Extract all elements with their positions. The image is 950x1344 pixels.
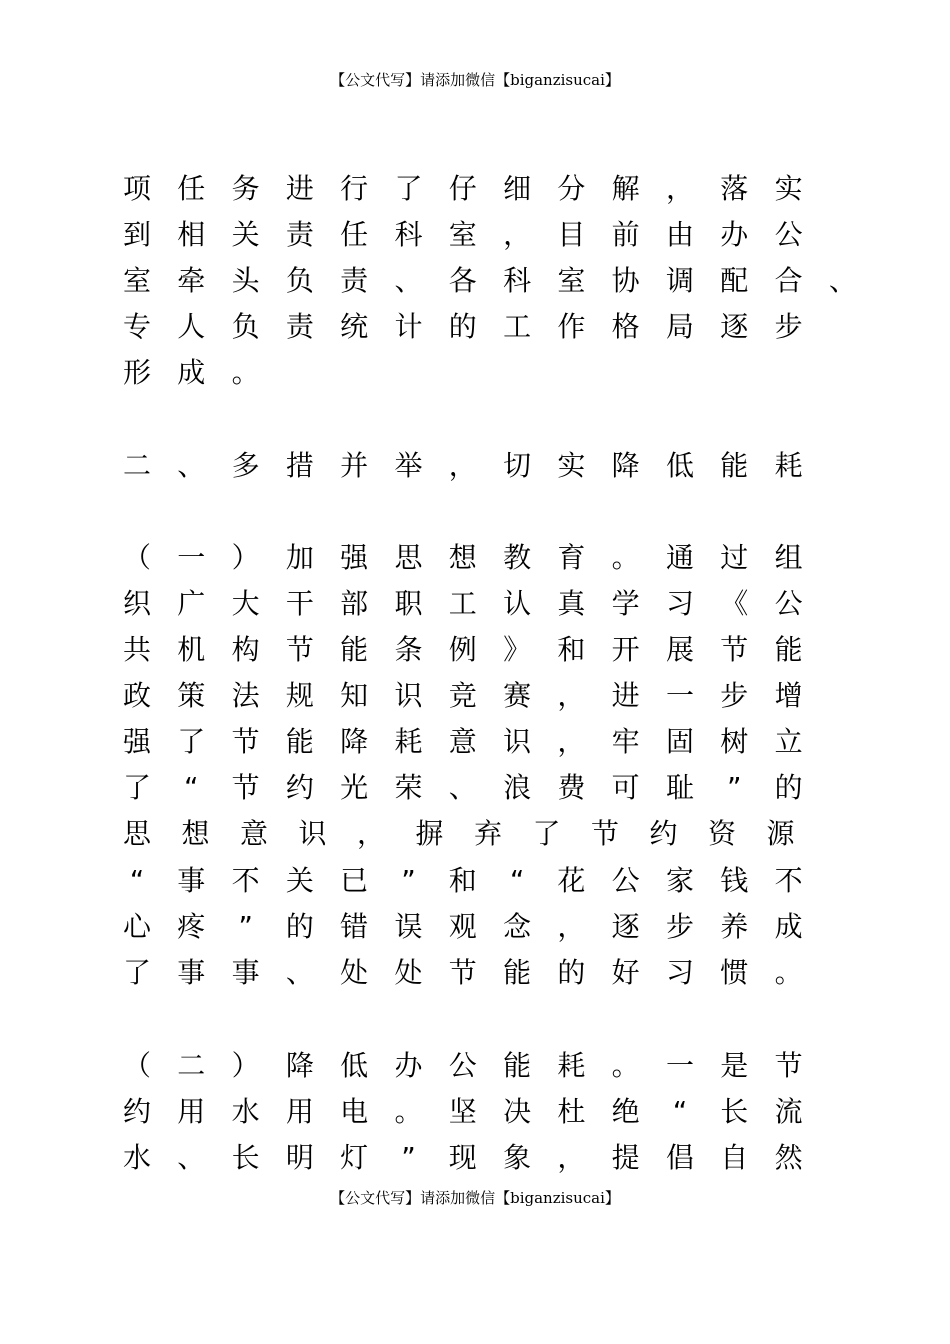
text-char: 作 [557,310,586,343]
text-char: 和 [448,864,477,897]
text-char: 节 [774,1049,803,1082]
text-char: 能 [340,633,369,666]
text-char: 责 [285,310,314,343]
text-char: 用 [177,1095,206,1128]
text-char: 格 [611,310,640,343]
text-char: 钱 [720,864,749,897]
text-char: 关 [231,218,260,251]
text-char: 和 [557,633,586,666]
text-char: 事 [177,956,206,989]
text-char: 工 [503,310,532,343]
text-char: 、 [177,1141,206,1174]
text-char: 二 [177,1049,206,1082]
text-char: 公 [774,218,803,251]
text-char: 室 [122,264,151,297]
text-char: 节 [231,771,260,804]
text-char: 相 [177,218,206,251]
text-char: 成 [774,910,803,943]
text-char: 识 [503,725,532,758]
text-char: 观 [448,910,477,943]
text-char: 逐 [720,310,749,343]
text-char: 成 [177,356,206,389]
text-char: 二 [122,449,151,482]
text-char: “ [129,864,145,897]
text-char: 意 [239,817,268,850]
text-char: 进 [285,172,314,205]
text-char: 能 [774,633,803,666]
text-char: 调 [665,264,694,297]
text-char: 实 [557,449,586,482]
text-char: 节 [231,725,260,758]
text-char: 明 [285,1141,314,1174]
text-char: 处 [394,956,423,989]
text-char: ” [238,910,253,943]
text-char: 进 [611,679,640,712]
text-char: 处 [340,956,369,989]
text-char: 形 [122,356,151,389]
text-char: 牵 [177,264,206,297]
text-char: 任 [177,172,206,205]
text-char: 能 [720,449,749,482]
text-char: 知 [340,679,369,712]
text-char: 资 [707,817,736,850]
text-char: 节 [590,817,619,850]
text-char: 项 [122,172,151,205]
text-char: 公 [448,1049,477,1082]
page-header: 【公文代写】请添加微信【biganzisucai】 [330,71,620,89]
text-char: ， [557,679,586,712]
text-char: ” [401,1141,416,1174]
text-char: 约 [649,817,678,850]
text-char: 好 [611,956,640,989]
text-char: 固 [665,725,694,758]
text-char: 步 [720,679,749,712]
text-char: 杜 [557,1095,586,1128]
text-char: 然 [774,1141,803,1174]
text-char: 加 [285,541,314,574]
text-char: 花 [557,864,586,897]
text-char: 耗 [394,725,423,758]
text-char: 、 [448,771,477,804]
text-char: 策 [177,679,206,712]
text-char: 。 [611,1049,640,1082]
text-char: 。 [774,956,803,989]
text-char: “ [509,864,525,897]
text-char: 各 [448,264,477,297]
text-char: 负 [231,310,260,343]
text-char: 摒 [415,817,444,850]
text-char: 思 [122,817,151,850]
text-char: 念 [503,910,532,943]
text-char: 了 [122,771,151,804]
text-char: 的 [774,771,803,804]
text-char: （ [122,1049,151,1082]
text-char: 落 [720,172,749,205]
text-char: 约 [122,1095,151,1128]
text-char: 广 [177,587,206,620]
text-char: 规 [285,679,314,712]
text-char: 水 [231,1095,260,1128]
text-char: 部 [340,587,369,620]
text-char: 长 [231,1141,260,1174]
text-char: 源 [766,817,795,850]
text-char: 分 [557,172,586,205]
text-char: 《 [720,587,749,620]
text-char: 细 [503,172,532,205]
text-char: 通 [665,541,694,574]
text-char: 节 [285,633,314,666]
text-char: 计 [394,310,423,343]
text-char: 公 [774,587,803,620]
text-char: 事 [231,956,260,989]
text-char: 仔 [448,172,477,205]
text-char: 用 [285,1095,314,1128]
text-char: 配 [720,264,749,297]
text-char: 意 [448,725,477,758]
text-char: 不 [231,864,260,897]
text-char: 强 [340,541,369,574]
text-char: 了 [122,956,151,989]
text-char: 电 [340,1095,369,1128]
text-char: ” [401,864,416,897]
text-char: 育 [557,541,586,574]
text-char: 。 [611,541,640,574]
text-char: 任 [340,218,369,251]
text-char: 是 [720,1049,749,1082]
text-char: 、 [285,956,314,989]
text-char: 职 [394,587,423,620]
text-char: 荣 [394,771,423,804]
text-char: 的 [448,310,477,343]
text-char: 大 [231,587,260,620]
text-char: 流 [774,1095,803,1128]
text-char: 关 [285,864,314,897]
text-char: 前 [611,218,640,251]
text-char: 象 [503,1141,532,1174]
text-char: 室 [557,264,586,297]
text-char: 节 [448,956,477,989]
text-char: 习 [665,956,694,989]
text-char: 增 [774,679,803,712]
text-char: （ [122,541,151,574]
text-char: 条 [394,633,423,666]
text-char: 树 [720,725,749,758]
text-char: 公 [611,864,640,897]
text-char: 并 [340,449,369,482]
text-char: 工 [448,587,477,620]
text-char: 降 [611,449,640,482]
text-char: 的 [285,910,314,943]
text-char: 疼 [177,910,206,943]
text-char: 由 [665,218,694,251]
text-char: 办 [394,1049,423,1082]
text-char: 共 [122,633,151,666]
text-char: 了 [532,817,561,850]
text-char: ” [727,771,742,804]
text-char: 教 [503,541,532,574]
text-char: 织 [122,587,151,620]
text-char: 提 [611,1141,640,1174]
text-char: 识 [394,679,423,712]
text-char: 展 [665,633,694,666]
text-char: 已 [340,864,369,897]
text-char: 目 [557,218,586,251]
text-char: 切 [503,449,532,482]
text-char: 、 [177,449,206,482]
text-char: 竞 [448,679,477,712]
text-char: 可 [611,771,640,804]
text-char: 责 [340,264,369,297]
text-char: 浪 [503,771,532,804]
text-char: ， [503,218,532,251]
text-char: 例 [448,633,477,666]
text-char: 协 [611,264,640,297]
text-char: 组 [774,541,803,574]
text-char: 决 [503,1095,532,1128]
text-char: “ [672,1095,688,1128]
text-char: 多 [231,449,260,482]
text-char: ， [356,817,385,850]
text-char: 长 [720,1095,749,1128]
text-char: 认 [503,587,532,620]
text-char: 弃 [473,817,502,850]
text-char: 了 [177,725,206,758]
text-char: 办 [720,218,749,251]
text-char: 事 [177,864,206,897]
text-char: 耻 [665,771,694,804]
text-char: 一 [177,541,206,574]
text-char: 节 [720,633,749,666]
text-char: 。 [394,1095,423,1128]
text-char: 干 [285,587,314,620]
text-char: ， [448,449,477,482]
text-char: 逐 [611,910,640,943]
text-char: 思 [394,541,423,574]
text-char: 能 [503,956,532,989]
text-char: 专 [122,310,151,343]
text-char: ） [231,1049,260,1082]
text-char: 行 [340,172,369,205]
text-char: 头 [231,264,260,297]
text-char: 构 [231,633,260,666]
text-char: 现 [448,1141,477,1174]
text-char: 能 [285,725,314,758]
text-char: ， [557,725,586,758]
text-char: 想 [448,541,477,574]
text-char: 学 [611,587,640,620]
text-char: 牢 [611,725,640,758]
text-char: 局 [665,310,694,343]
text-char: 倡 [665,1141,694,1174]
text-char: 了 [394,172,423,205]
text-char: 步 [774,310,803,343]
text-char: 。 [231,356,260,389]
text-char: 自 [720,1141,749,1174]
text-char: 识 [298,817,327,850]
text-char: 惯 [720,956,749,989]
text-char: 负 [285,264,314,297]
text-char: 耗 [557,1049,586,1082]
text-char: 解 [611,172,640,205]
text-char: 降 [340,725,369,758]
text-char: 家 [665,864,694,897]
text-char: 机 [177,633,206,666]
text-char: “ [184,771,199,804]
text-char: 开 [611,633,640,666]
text-char: ， [557,1141,586,1174]
text-char: 养 [720,910,749,943]
text-char: 低 [340,1049,369,1082]
text-char: 步 [665,910,694,943]
page-footer: 【公文代写】请添加微信【biganzisucai】 [330,1189,620,1207]
text-char: 统 [340,310,369,343]
text-char: 绝 [611,1095,640,1128]
text-char: 一 [665,1049,694,1082]
text-char: 法 [231,679,260,712]
text-char: 能 [503,1049,532,1082]
text-char: ， [557,910,586,943]
text-char: 责 [285,218,314,251]
text-char: 不 [774,864,803,897]
text-char: 的 [557,956,586,989]
text-char: 到 [122,218,151,251]
text-char: 一 [665,679,694,712]
text-char: ， [665,172,694,205]
text-char: 合 [774,264,803,297]
text-char: 政 [122,679,151,712]
text-char: 水 [122,1141,151,1174]
text-char: 心 [122,910,151,943]
text-char: 约 [285,771,314,804]
text-char: 人 [177,310,206,343]
text-char: 光 [340,771,369,804]
text-char: 低 [665,449,694,482]
text-char: 、 [394,264,423,297]
text-char: 赛 [503,679,532,712]
text-char: 室 [448,218,477,251]
text-char: 坚 [448,1095,477,1128]
text-char: 误 [394,910,423,943]
text-char: 错 [340,910,369,943]
text-char: 费 [557,771,586,804]
text-char: ） [231,541,260,574]
text-char: 灯 [340,1141,369,1174]
text-char: 强 [122,725,151,758]
text-char: 想 [181,817,210,850]
text-char: 过 [720,541,749,574]
text-char: 实 [774,172,803,205]
text-char: 、 [828,264,857,297]
text-char: 耗 [774,449,803,482]
text-char: 降 [285,1049,314,1082]
text-char: 科 [394,218,423,251]
text-char: 》 [503,633,532,666]
text-char: 立 [774,725,803,758]
text-char: 真 [557,587,586,620]
text-char: 习 [665,587,694,620]
text-char: 措 [285,449,314,482]
text-char: 举 [394,449,423,482]
text-char: 科 [503,264,532,297]
text-char: 务 [231,172,260,205]
